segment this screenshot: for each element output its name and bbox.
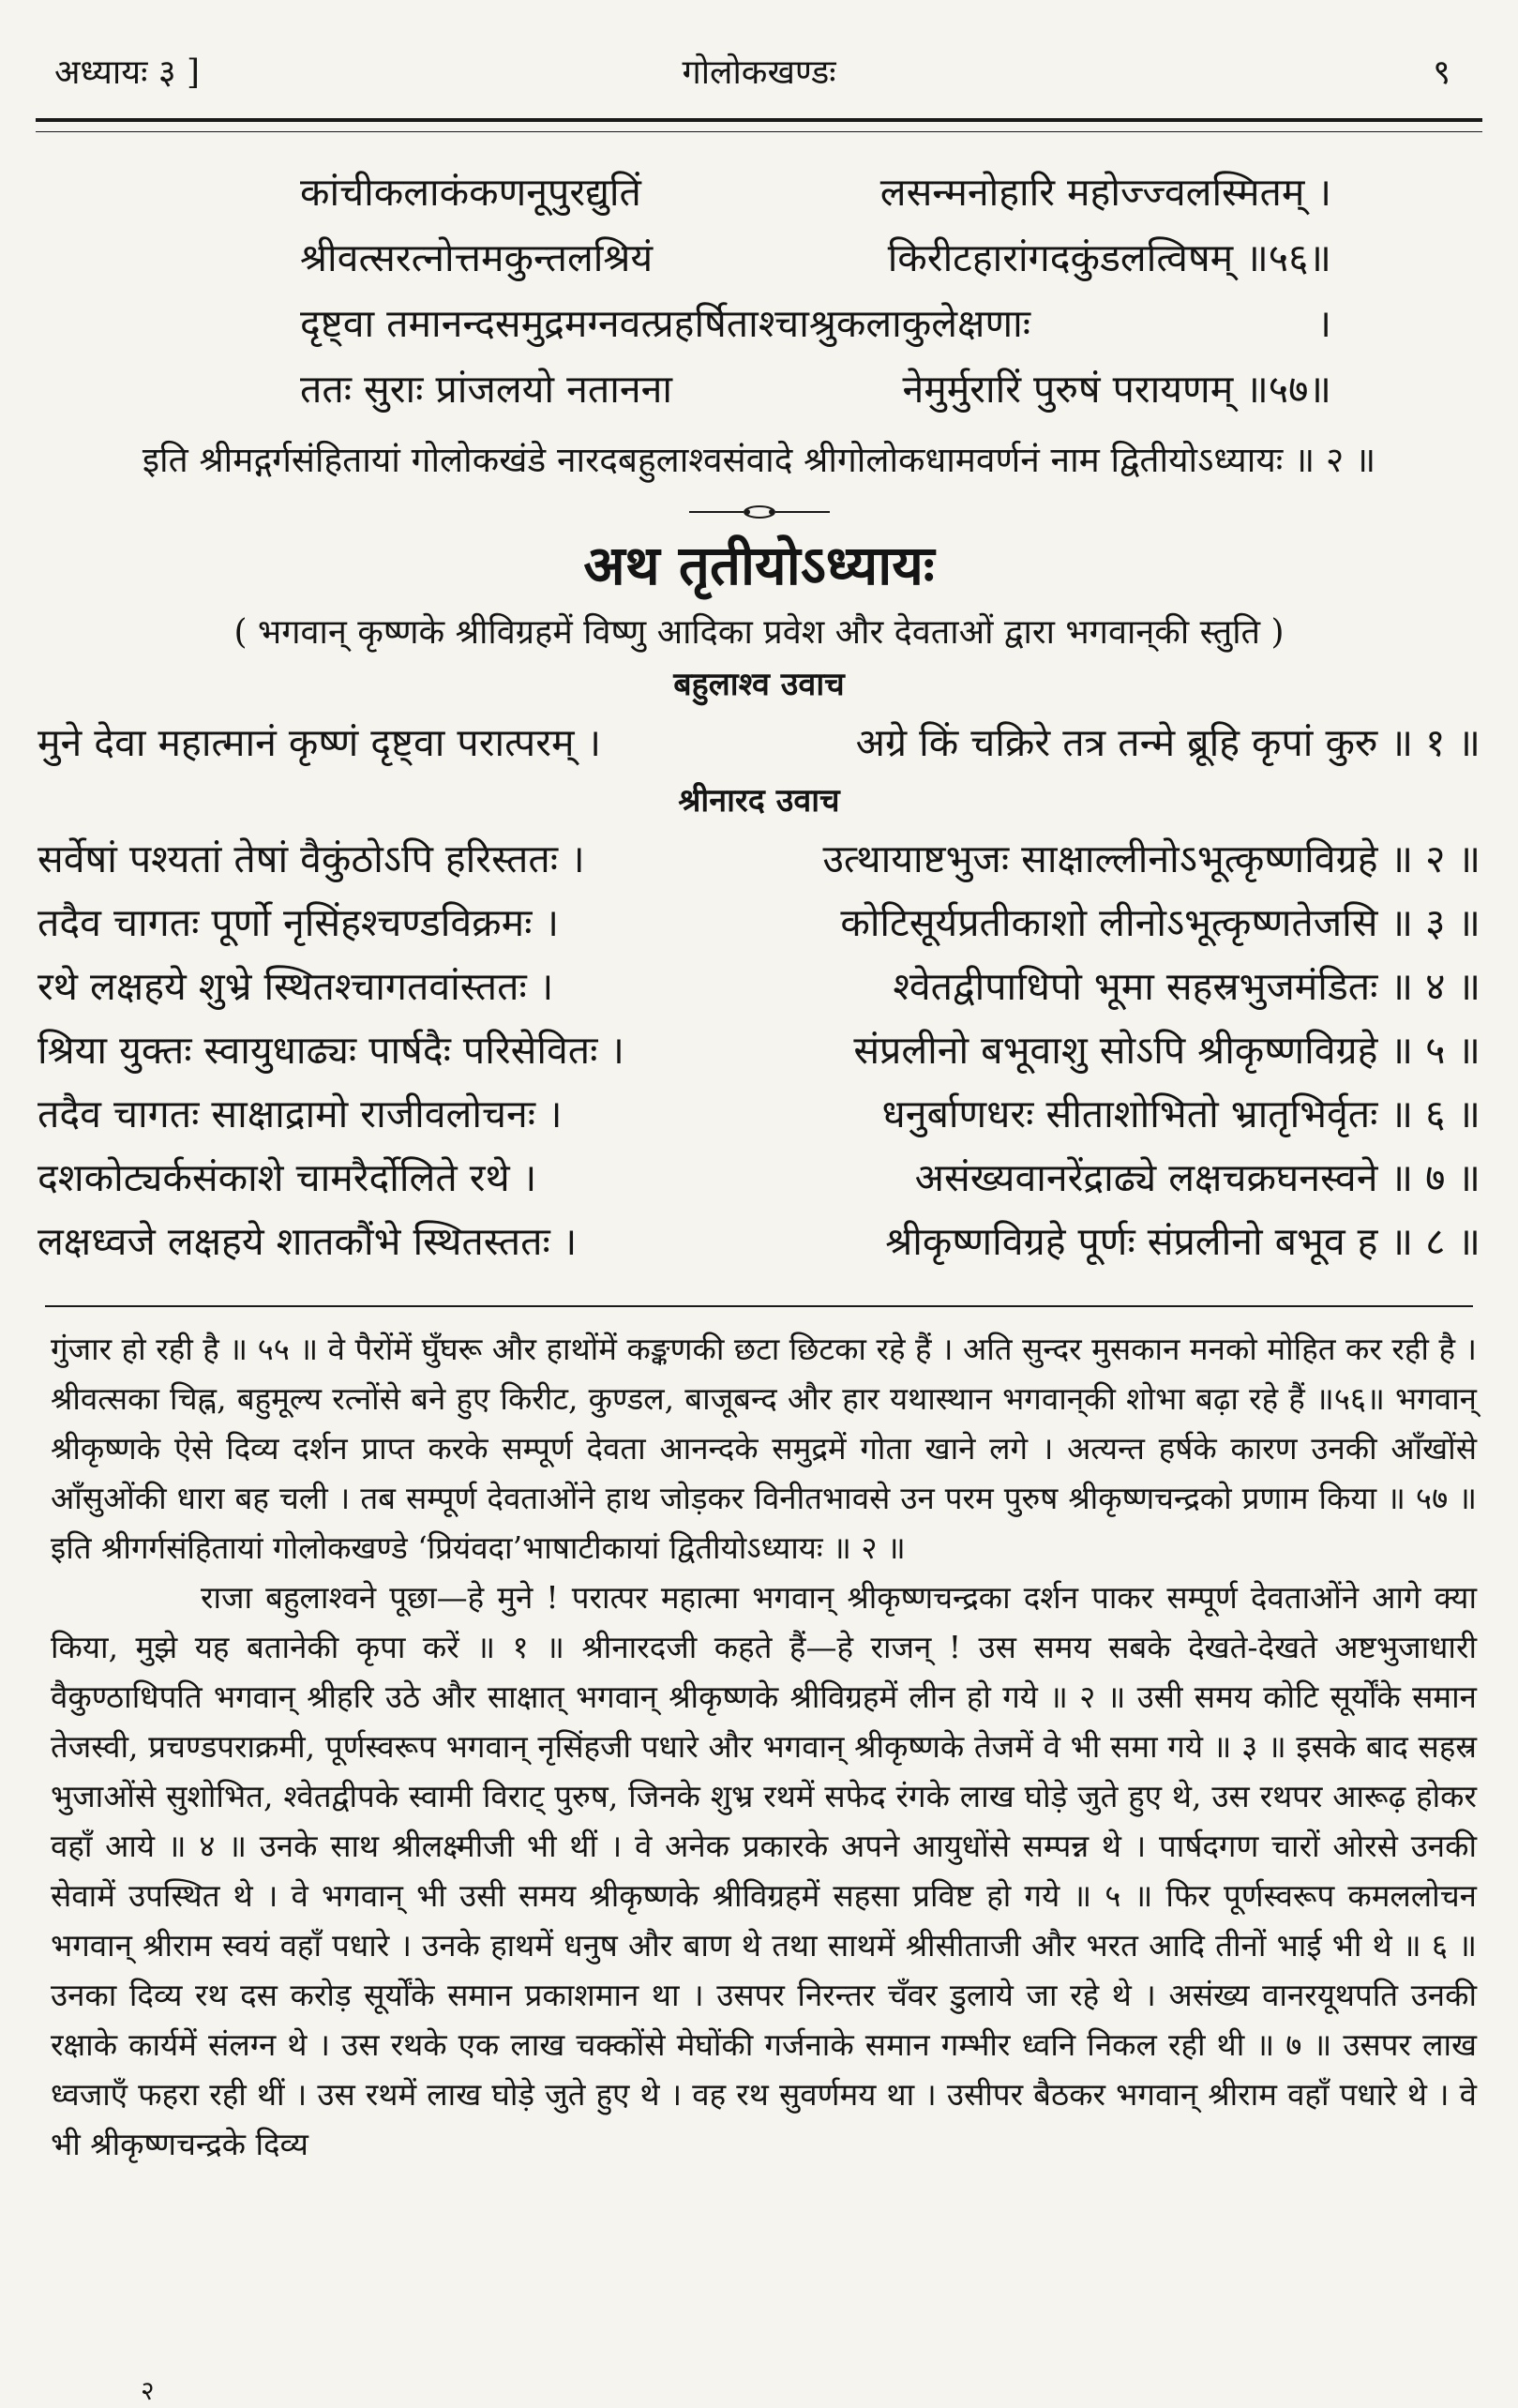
page-number: ९ bbox=[1433, 53, 1450, 92]
chapter-title: अथ तृतीयोऽध्यायः bbox=[583, 534, 935, 597]
verse-line bbox=[300, 159, 1331, 225]
section-title: गोलोकखण्डः bbox=[682, 53, 836, 92]
previous-verses bbox=[300, 159, 1331, 422]
verse-half: संप्रलीनो बभूवाशु सोऽपि श्रीकृष्णविग्रहे ॥ ५ ॥ bbox=[853, 1028, 1480, 1073]
section-divider bbox=[45, 1305, 1473, 1307]
verse-line bbox=[38, 891, 1480, 955]
verse-half: श्रीकृष्णविग्रहे पूर्णः संप्रलीनो बभूव ह ॥ ८ ॥ bbox=[885, 1219, 1480, 1264]
verse-half: । bbox=[1316, 301, 1331, 346]
ornament-divider-icon bbox=[689, 503, 830, 521]
translation-paragraph: राजा बहुलाश्वने पूछा—हे मुने ! परात्पर महात्मा भगवान् श्रीकृष्णचन्द्रका दर्शन पाकर सम्पूर्ण देवताओंने आगे क्या किया, मुझे यह बतानेकी कृपा करें ॥ १ ॥ श्रीनारदजी कहते हैं—हे राजन् ! उस समय सबके देखते-देखते अष्टभुजाधारी वैकुण्ठाधिपति भगवान् श्रीहरि उठे और साक्षात् भगवान् श्रीकृष्णके श्रीविग्रहमें लीन हो गये ॥ २ ॥ उसी समय कोटि सूर्योंके समान तेजस्वी, प्रचण्डपराक्रमी, पूर्णस्वरूप भगवान् नृसिंहजी पधारे और भगवान् श्रीकृष्णके तेजमें वे भी समा गये ॥ ३ ॥ इसके बाद सहस्र भुजाओंसे सुशोभित, श्वेतद्वीपके स्वामी विराट् पुरुष, जिनके शुभ्र रथमें सफेद रंगके लाख घोड़े जुते हुए थे, उस रथपर आरूढ़ होकर वहाँ आये ॥ ४ ॥ उनके साथ श्रीलक्ष्मीजी भी थीं । वे अनेक प्रकारके अपने आयुधोंसे सम्पन्न थे । पार्षदगण चारों ओरसे उनकी सेवामें उपस्थित थे । वे भगवान् भी उसी समय श्रीकृष्णके श्रीविग्रहमें सहसा प्रविष्ट हो गये ॥ ५ ॥ फिर पूर्णस्वरूप कमललोचन भगवान् श्रीराम स्वयं वहाँ पधारे । उनके हाथमें धनुष और बाण थे तथा साथमें श्रीसीताजी और भरत आदि तीनों भाई भी थे ॥ ६ ॥ उनका दिव्य रथ दस करोड़ सूर्योंके समान प्रकाशमान था । उसपर निरन्तर चँवर डुलाये जा रहे थे । असंख्य वानरयूथपति उनकी रक्षाके कार्यमें संलग्न थे । उस रथके एक लाख चक्कोंसे मेघोंकी गर्जनाके समान गम्भीर ध्वनि निकल रही थी ॥ ७ ॥ उसपर लाख ध्वजाएँ फहरा रही थीं । उस रथमें लाख घोड़े जुते हुए थे । वह रथ सुवर्णमय था । उसीपर बैठकर भगवान् श्रीराम वहाँ पधारे थे । वे भी श्रीकृष्णचन्द्रके दिव्य bbox=[51, 1579, 1477, 2162]
verse-half: तदैव चागतः साक्षाद्रामो राजीवलोचनः । bbox=[38, 1091, 563, 1136]
verse-half: अग्रे किं चक्रिरे तत्र तन्मे ब्रूहि कृपां कुरु ॥ १ ॥ bbox=[855, 720, 1480, 765]
verse-half: तदैव चागतः पूर्णो नृसिंहश्चण्डविक्रमः । bbox=[38, 900, 559, 945]
verse-line bbox=[38, 1082, 1480, 1146]
verse-line bbox=[38, 1210, 1480, 1273]
running-header bbox=[54, 45, 1464, 101]
chapter-colophon: इति श्रीमद्गर्गसंहितायां गोलोकखंडे नारदबहुलाश्वसंवादे श्रीगोलोकधामवर्णनं नाम द्वितीयोऽध्यायः ॥ २ ॥ bbox=[142, 440, 1376, 480]
speaker-heading: श्रीनारद उवाच bbox=[678, 782, 840, 820]
verse-line bbox=[38, 827, 1480, 891]
chapter-subtitle: ( भगवान् कृष्णके श्रीविग्रहमें विष्णु आदिका प्रवेश और देवताओं द्वारा भगवान्‌की स्तुति ) bbox=[233, 613, 1285, 652]
translation-paragraph: गुंजार हो रही है ॥ ५५ ॥ वे पैरोंमें घुँघरू और हाथोंमें कङ्कणकी छटा छिटका रहे हैं । अति सुन्दर मुसकान मनको मोहित कर रही है । श्रीवत्सका चिह्न, बहुमूल्य रत्नोंसे बने हुए किरीट, कुण्डल, बाजूबन्द और हार यथास्थान भगवान्‌की शोभा बढ़ा रहे हैं ॥५६॥ भगवान् श्रीकृष्णके ऐसे दिव्य दर्शन प्राप्त करके सम्पूर्ण देवता आनन्दके समुद्रमें गोता खाने लगे । अत्यन्त हर्षके कारण उनकी आँखोंसे आँसुओंकी धारा बह चली । तब सम्पूर्ण देवताओंने हाथ जोड़कर विनीतभावसे उन परम पुरुष श्रीकृष्णचन्द्रको प्रणाम किया ॥ ५७ ॥ इति श्रीगर्गसंहितायां गोलोकखण्डे ‘प्रियंवदा’भाषाटीकायां द्वितीयोऽध्यायः ॥ २ ॥ bbox=[51, 1331, 1477, 1566]
verse-half: सर्वेषां पश्यतां तेषां वैकुंठोऽपि हरिस्ततः । bbox=[38, 836, 585, 881]
verse-half: दशकोट्यर्कसंकाशे चामरैर्दोलिते रथे । bbox=[38, 1155, 537, 1200]
chapter-marker: अध्यायः ३ ] bbox=[54, 53, 201, 92]
verse-half: किरीटहारांगदकुंडलत्विषम् ॥५६॥ bbox=[887, 235, 1331, 280]
verse-half: कोटिसूर्यप्रतीकाशो लीनोऽभूत्कृष्णतेजसि ॥ ३ ॥ bbox=[840, 900, 1480, 945]
verse-half: दृष्ट्वा तमानन्दसमुद्रमग्नवत्प्रहर्षिताश्चाश्रुकलाकुलेक्षणाः bbox=[300, 301, 1030, 346]
verse-line bbox=[300, 291, 1331, 356]
verse-half: असंख्यवानरेंद्राढ्ये लक्षचक्रघनस्वने ॥ ७ ॥ bbox=[914, 1155, 1480, 1200]
verse-half: श्रिया युक्तः स्वायुधाढ्यः पार्षदैः परिसेवितः । bbox=[38, 1028, 624, 1073]
verse-half: धनुर्बाणधरः सीताशोभितो भ्रातृभिर्वृतः ॥ ६ ॥ bbox=[881, 1091, 1480, 1136]
header-rule bbox=[36, 118, 1482, 132]
verse-half: रथे लक्षहये शुभ्रे स्थितश्चागतवांस्ततः । bbox=[38, 964, 554, 1009]
verse-half: लक्षध्वजे लक्षहये शातकौंभे स्थितस्ततः । bbox=[38, 1219, 578, 1264]
verse-line bbox=[300, 225, 1331, 291]
verse-line bbox=[38, 955, 1480, 1018]
verse-line bbox=[38, 1018, 1480, 1082]
hindi-translation bbox=[51, 1324, 1477, 2169]
verse-half: उत्थायाष्टभुजः साक्षाल्लीनोऽभूत्कृष्णविग्रहे ॥ २ ॥ bbox=[822, 836, 1480, 881]
verse-half: ततः सुराः प्रांजलयो नतानना bbox=[300, 367, 672, 412]
verse-half: मुने देवा महात्मानं कृष्णं दृष्ट्वा परात्परम् । bbox=[38, 720, 602, 765]
verse-line bbox=[38, 711, 1480, 775]
footer-signature: २ bbox=[141, 2375, 155, 2406]
verse-half: श्रीवत्सरत्नोत्तमकुन्तलश्रियं bbox=[300, 235, 654, 280]
verse-block bbox=[38, 827, 1480, 1273]
speaker-heading: बहुलाश्व उवाच bbox=[673, 666, 845, 703]
verse-half: श्वेतद्वीपाधिपो भूमा सहस्रभुजमंडितः ॥ ४ ॥ bbox=[893, 964, 1480, 1009]
verse-line bbox=[38, 1146, 1480, 1210]
verse-half: लसन्मनोहारि महोज्ज्वलस्मितम् । bbox=[879, 170, 1331, 215]
verse-half: कांचीकलाकंकणनूपुरद्युतिं bbox=[300, 170, 641, 215]
sanskrit-section bbox=[38, 159, 1480, 1273]
verse-block bbox=[38, 711, 1480, 775]
verse-half: नेमुर्मुरारिं पुरुषं परायणम् ॥५७॥ bbox=[902, 367, 1331, 412]
verse-line bbox=[300, 356, 1331, 422]
